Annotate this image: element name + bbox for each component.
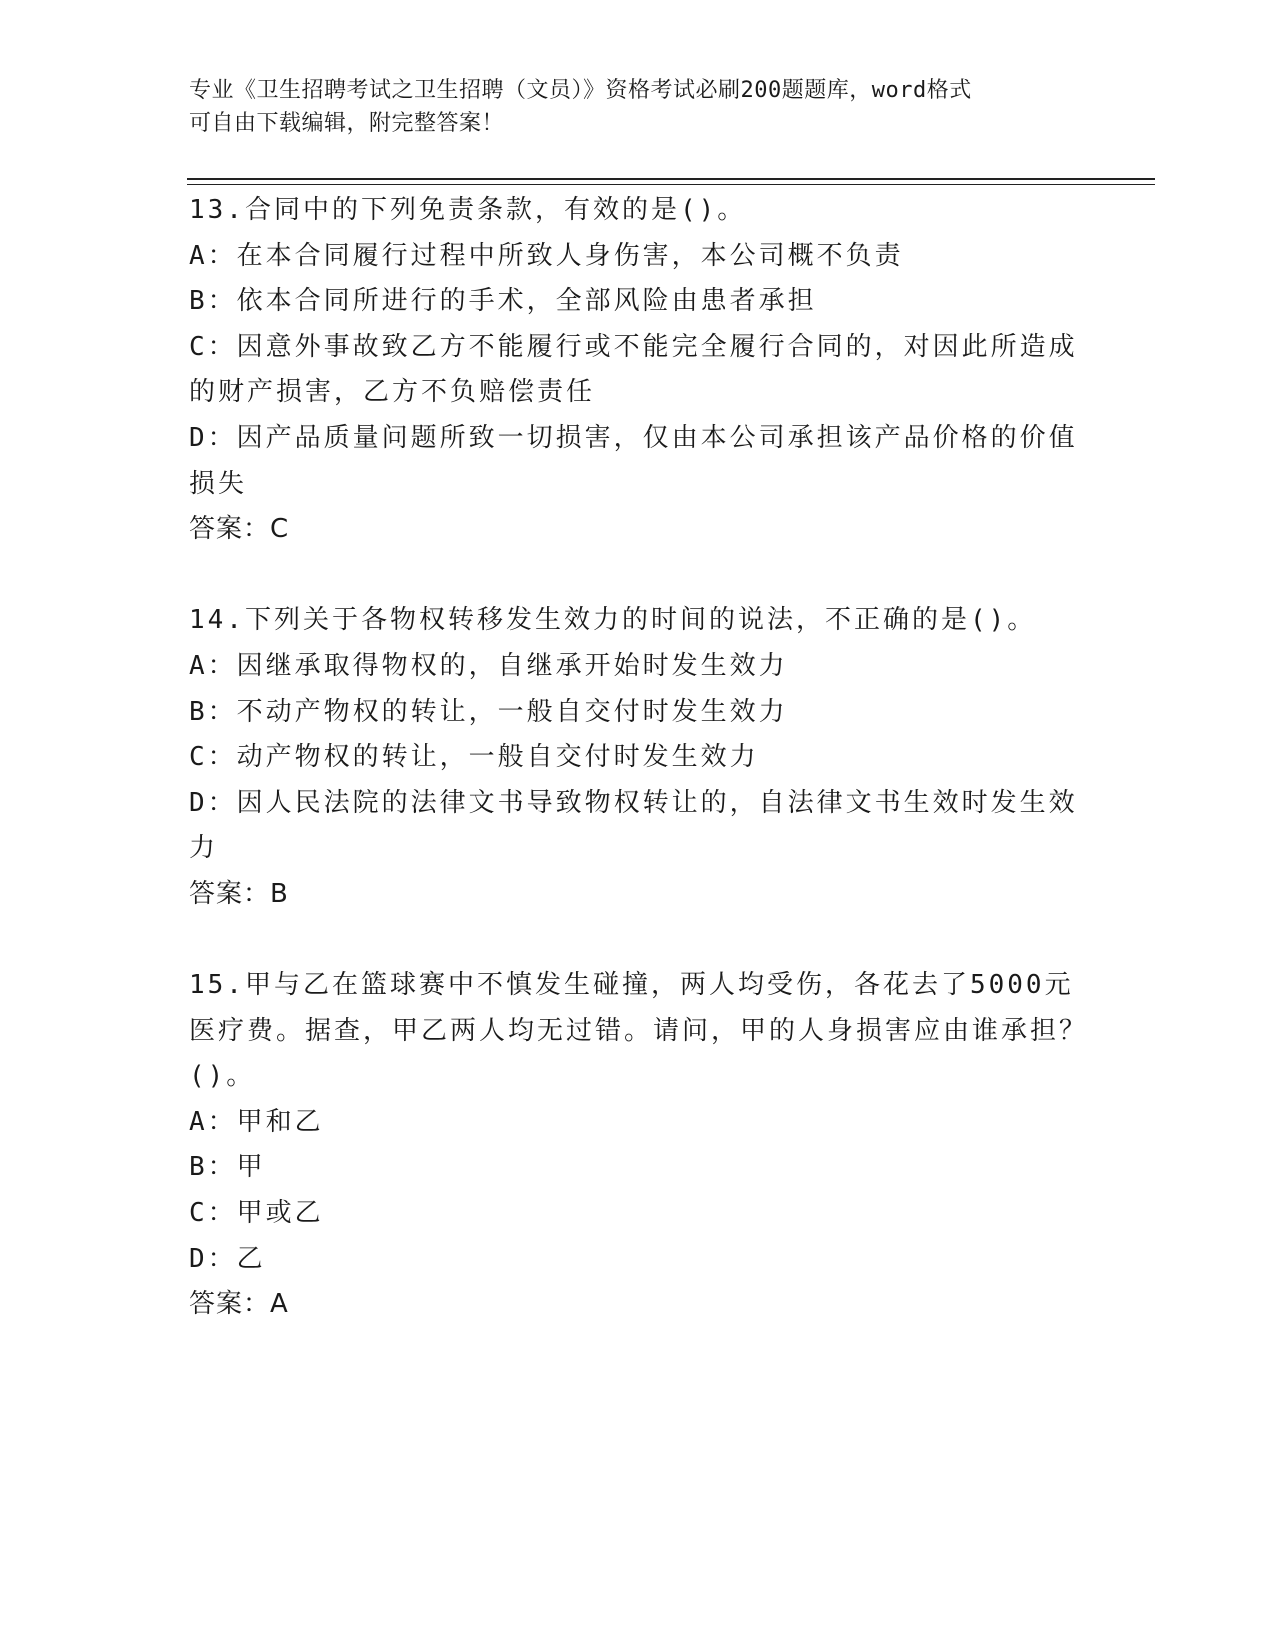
option-a: A：在本合同履行过程中所致人身伤害，本公司概不负责 xyxy=(189,240,904,271)
option-b: B：不动产物权的转让，一般自交付时发生效力 xyxy=(189,696,788,727)
option-b: B：甲 xyxy=(189,1152,266,1183)
question-stem: 13.合同中的下列免责条款，有效的是()。 xyxy=(189,195,747,225)
option-d: D：因人民法院的法律文书导致物权转让的，自法律文书生效时发生效力 xyxy=(189,787,1078,864)
question-15 xyxy=(189,963,1089,1328)
header-line-1: 专业《卫生招聘考试之卫生招聘（文员）》资格考试必刷200题题库，word格式 xyxy=(189,78,972,103)
question-list xyxy=(189,188,1089,1328)
question-13 xyxy=(189,188,1089,553)
header-line-2: 可自由下载编辑，附完整答案！ xyxy=(189,111,505,136)
option-c: C：甲或乙 xyxy=(189,1198,324,1229)
question-spacer xyxy=(189,918,1089,964)
document-header xyxy=(189,74,1069,140)
answer: 答案：A xyxy=(189,1289,289,1320)
option-d: D：乙 xyxy=(189,1243,266,1274)
question-stem: 14.下列关于各物权转移发生效力的时间的说法，不正确的是()。 xyxy=(189,605,1037,636)
header-divider-thick xyxy=(187,178,1155,180)
option-c: C：动产物权的转让，一般自交付时发生效力 xyxy=(189,742,759,773)
option-d: D：因产品质量问题所致一切损害，仅由本公司承担该产品价格的价值损失 xyxy=(189,422,1078,499)
answer: 答案：B xyxy=(189,878,289,909)
header-divider-thin xyxy=(187,184,1155,185)
answer: 答案：C xyxy=(189,514,290,545)
option-a: A：甲和乙 xyxy=(189,1106,324,1137)
question-14 xyxy=(189,598,1089,917)
question-spacer xyxy=(189,553,1089,599)
question-stem: 15.甲与乙在篮球赛中不慎发生碰撞，两人均受伤，各花去了5000元医疗费。据查，甲乙两人均无过错。请问，甲的人身损害应由谁承担？()。 xyxy=(189,970,1089,1092)
option-a: A：因继承取得物权的，自继承开始时发生效力 xyxy=(189,650,788,681)
option-c: C：因意外事故致乙方不能履行或不能完全履行合同的，对因此所造成的财产损害，乙方不负赔偿责任 xyxy=(189,331,1078,408)
option-b: B：依本合同所进行的手术，全部风险由患者承担 xyxy=(189,286,817,317)
